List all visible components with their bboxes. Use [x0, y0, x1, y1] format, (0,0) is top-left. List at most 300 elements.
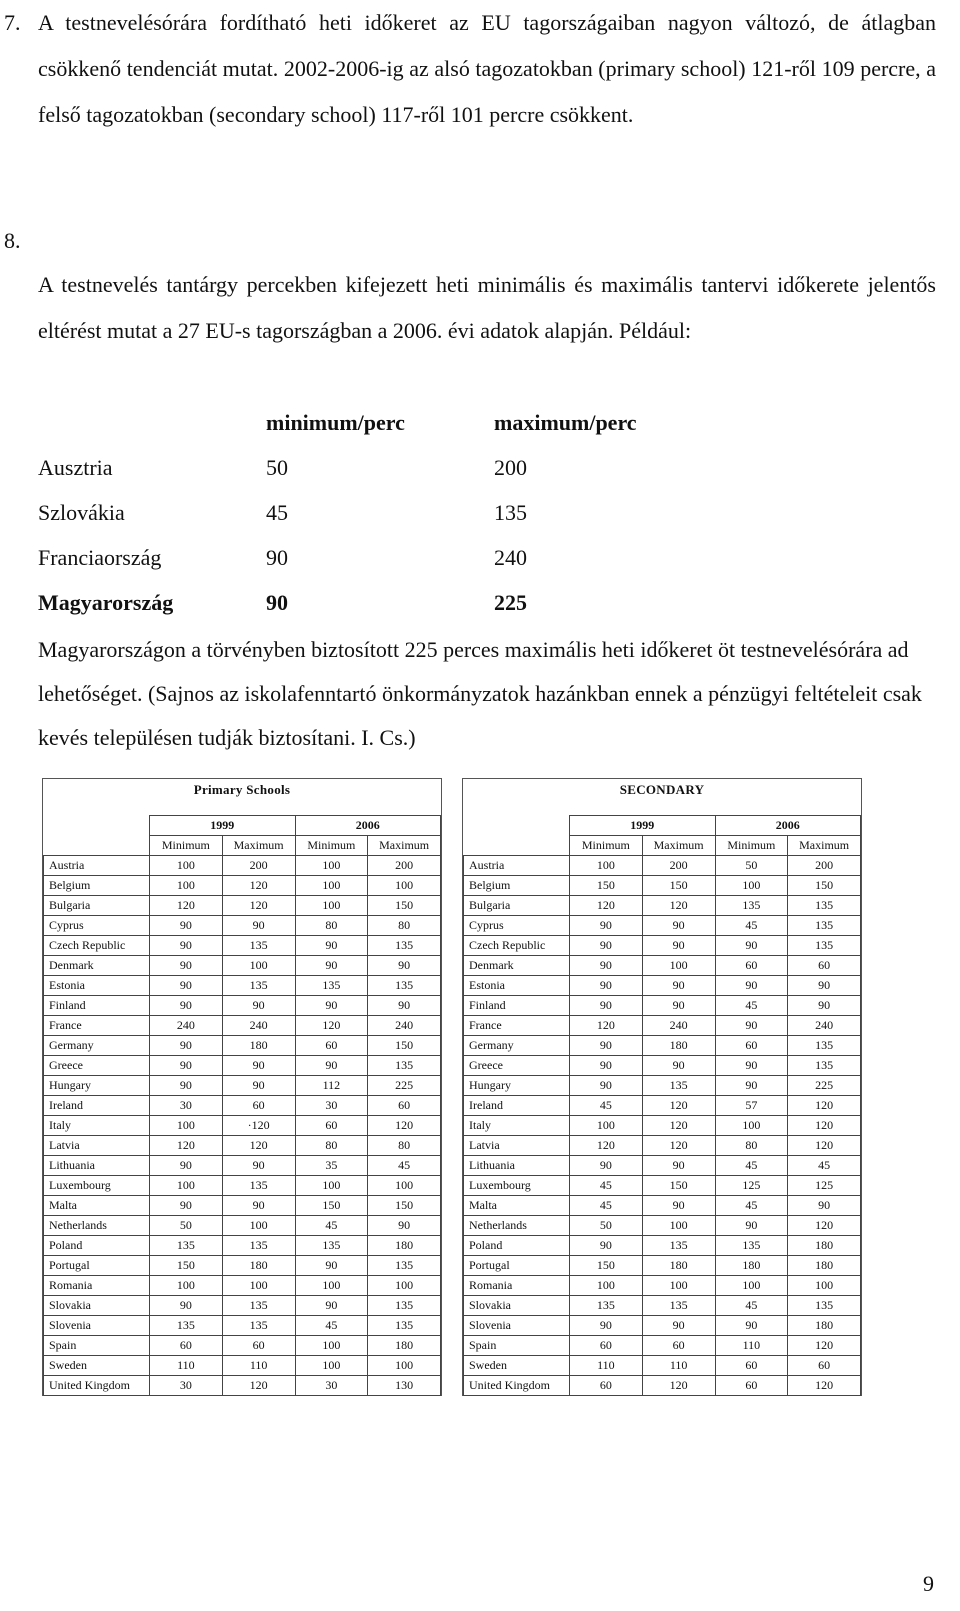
value-cell: 135: [368, 936, 441, 956]
primary-schools-table: [42, 778, 442, 1396]
value-cell: 90: [150, 976, 223, 996]
country-cell: Greece: [44, 1056, 150, 1076]
country-cell: Romania: [44, 1276, 150, 1296]
value-cell: 120: [222, 1376, 295, 1396]
value-cell: 110: [222, 1356, 295, 1376]
example-max: 225: [494, 590, 527, 615]
value-cell: 135: [788, 1056, 861, 1076]
secondary-data-table: [463, 815, 861, 1396]
table-row: [44, 936, 441, 956]
value-cell: 90: [150, 996, 223, 1016]
year-header: 2006: [715, 816, 861, 836]
year-header: 1999: [570, 816, 716, 836]
country-cell: Hungary: [44, 1076, 150, 1096]
value-cell: 90: [570, 1056, 643, 1076]
value-cell: 80: [368, 1136, 441, 1156]
value-cell: 90: [642, 1056, 715, 1076]
country-cell: Ireland: [464, 1096, 570, 1116]
country-cell: Hungary: [464, 1076, 570, 1096]
table-row: [464, 1176, 861, 1196]
table-row: [464, 1196, 861, 1216]
country-cell: Malta: [464, 1196, 570, 1216]
country-cell: Lithuania: [44, 1156, 150, 1176]
value-cell: 150: [570, 1256, 643, 1276]
example-country: Franciaország: [38, 545, 162, 570]
sub-header: Maximum: [222, 836, 295, 856]
value-cell: 45: [570, 1196, 643, 1216]
value-cell: 135: [788, 936, 861, 956]
value-cell: 90: [222, 1076, 295, 1096]
country-cell: France: [44, 1016, 150, 1036]
table-row: [44, 876, 441, 896]
value-cell: 200: [788, 856, 861, 876]
table-row: [44, 1096, 441, 1116]
table-row: [464, 916, 861, 936]
country-cell: Slovakia: [464, 1296, 570, 1316]
value-cell: 100: [788, 1276, 861, 1296]
table-row: [464, 1236, 861, 1256]
example-min: 90: [266, 545, 288, 570]
value-cell: 45: [295, 1216, 368, 1236]
value-cell: 30: [150, 1376, 223, 1396]
country-cell: Malta: [44, 1196, 150, 1216]
value-cell: 45: [295, 1316, 368, 1336]
value-cell: 180: [788, 1236, 861, 1256]
value-cell: 60: [715, 1376, 788, 1396]
example-country: Ausztria: [38, 455, 113, 480]
table-row: [44, 1076, 441, 1096]
value-cell: 50: [715, 856, 788, 876]
table-row: [44, 1036, 441, 1056]
table-row: [464, 1156, 861, 1176]
value-cell: 100: [715, 1276, 788, 1296]
example-min: 50: [266, 455, 288, 480]
country-cell: Czech Republic: [464, 936, 570, 956]
sub-header: Maximum: [368, 836, 441, 856]
value-cell: 100: [150, 1276, 223, 1296]
value-cell: 60: [295, 1116, 368, 1136]
country-cell: Romania: [464, 1276, 570, 1296]
example-min: 45: [266, 500, 288, 525]
value-cell: 135: [295, 1236, 368, 1256]
table-row: [464, 976, 861, 996]
secondary-table: [462, 778, 862, 1396]
value-cell: 100: [570, 1276, 643, 1296]
value-cell: 100: [715, 1116, 788, 1136]
country-cell: Belgium: [44, 876, 150, 896]
table-row: [44, 1296, 441, 1316]
value-cell: 120: [570, 896, 643, 916]
example-min: 90: [266, 590, 288, 615]
value-cell: 100: [368, 1276, 441, 1296]
value-cell: 60: [715, 1356, 788, 1376]
value-cell: 135: [222, 976, 295, 996]
value-cell: 225: [368, 1076, 441, 1096]
country-cell: Italy: [464, 1116, 570, 1136]
value-cell: 90: [715, 976, 788, 996]
value-cell: 90: [368, 956, 441, 976]
country-cell: Latvia: [44, 1136, 150, 1156]
value-cell: 135: [222, 1176, 295, 1196]
value-cell: 180: [368, 1336, 441, 1356]
value-cell: 100: [150, 1176, 223, 1196]
year-header: 1999: [150, 816, 296, 836]
value-cell: 100: [295, 1336, 368, 1356]
value-cell: 100: [570, 856, 643, 876]
table-row: [464, 1296, 861, 1316]
value-cell: 135: [150, 1236, 223, 1256]
value-cell: 135: [368, 1316, 441, 1336]
value-cell: 180: [788, 1316, 861, 1336]
value-cell: 90: [150, 936, 223, 956]
value-cell: 100: [715, 876, 788, 896]
value-cell: 90: [295, 936, 368, 956]
value-cell: 120: [222, 1136, 295, 1156]
country-cell: Portugal: [44, 1256, 150, 1276]
value-cell: 135: [788, 1296, 861, 1316]
value-cell: 90: [295, 1056, 368, 1076]
value-cell: 45: [570, 1176, 643, 1196]
value-cell: 120: [570, 1136, 643, 1156]
table-row: [464, 1136, 861, 1156]
example-max: 240: [494, 545, 527, 570]
year-header: 2006: [295, 816, 441, 836]
corner-cell: [464, 816, 570, 836]
country-cell: Belgium: [464, 876, 570, 896]
value-cell: 90: [295, 956, 368, 976]
value-cell: 100: [295, 856, 368, 876]
value-cell: 60: [150, 1336, 223, 1356]
table-row: [44, 896, 441, 916]
country-cell: Lithuania: [464, 1156, 570, 1176]
country-cell: Italy: [44, 1116, 150, 1136]
table-row: [464, 1316, 861, 1336]
country-cell: Spain: [44, 1336, 150, 1356]
value-cell: 90: [715, 1316, 788, 1336]
value-cell: 100: [150, 1116, 223, 1136]
value-cell: 90: [570, 1076, 643, 1096]
value-cell: 135: [222, 936, 295, 956]
country-cell: Poland: [44, 1236, 150, 1256]
table-row: [44, 976, 441, 996]
table-row: [464, 1336, 861, 1356]
value-cell: 90: [788, 1196, 861, 1216]
value-cell: 90: [150, 1056, 223, 1076]
value-cell: 90: [150, 1036, 223, 1056]
value-cell: 112: [295, 1076, 368, 1096]
value-cell: 120: [368, 1116, 441, 1136]
table-row: [464, 1076, 861, 1096]
country-cell: Denmark: [464, 956, 570, 976]
example-max: 135: [494, 500, 527, 525]
table-row: [44, 1116, 441, 1136]
value-cell: 35: [295, 1156, 368, 1176]
value-cell: 240: [642, 1016, 715, 1036]
value-cell: 90: [642, 1316, 715, 1336]
value-cell: 45: [715, 1196, 788, 1216]
value-cell: 110: [642, 1356, 715, 1376]
value-cell: 100: [295, 1176, 368, 1196]
value-cell: 90: [570, 936, 643, 956]
table-row: [464, 1276, 861, 1296]
country-cell: United Kingdom: [464, 1376, 570, 1396]
value-cell: 135: [788, 1036, 861, 1056]
item-8-number: 8.: [4, 228, 21, 253]
value-cell: 120: [642, 896, 715, 916]
value-cell: 150: [295, 1196, 368, 1216]
country-cell: Luxembourg: [44, 1176, 150, 1196]
value-cell: 30: [295, 1096, 368, 1116]
value-cell: 60: [715, 956, 788, 976]
value-cell: 90: [222, 916, 295, 936]
country-cell: Austria: [464, 856, 570, 876]
value-cell: 180: [715, 1256, 788, 1276]
value-cell: 45: [715, 1156, 788, 1176]
value-cell: 100: [570, 1116, 643, 1136]
table-row: [44, 1156, 441, 1176]
value-cell: 90: [150, 956, 223, 976]
value-cell: 120: [788, 1216, 861, 1236]
example-header-min: minimum/perc: [266, 410, 405, 435]
table-row: [464, 1096, 861, 1116]
value-cell: 90: [570, 956, 643, 976]
value-cell: 80: [295, 916, 368, 936]
value-cell: 180: [788, 1256, 861, 1276]
table-row: [44, 1136, 441, 1156]
value-cell: 60: [788, 1356, 861, 1376]
value-cell: 90: [715, 1076, 788, 1096]
table-row: [44, 856, 441, 876]
value-cell: 130: [368, 1376, 441, 1396]
value-cell: 90: [222, 996, 295, 1016]
item-7-number: 7.: [4, 10, 21, 35]
value-cell: 180: [642, 1036, 715, 1056]
value-cell: 100: [295, 876, 368, 896]
table-row: [44, 1256, 441, 1276]
table-row: [464, 1356, 861, 1376]
value-cell: 90: [295, 1256, 368, 1276]
value-cell: 120: [150, 1136, 223, 1156]
value-cell: 90: [570, 976, 643, 996]
primary-table-body: [44, 856, 441, 1396]
corner-cell: [44, 816, 150, 836]
value-cell: 135: [222, 1236, 295, 1256]
value-cell: 90: [788, 976, 861, 996]
country-cell: Finland: [44, 996, 150, 1016]
value-cell: 120: [642, 1376, 715, 1396]
value-cell: 150: [570, 876, 643, 896]
country-cell: United Kingdom: [44, 1376, 150, 1396]
value-cell: 100: [368, 876, 441, 896]
value-cell: 150: [788, 876, 861, 896]
value-cell: 90: [570, 1156, 643, 1176]
value-cell: 100: [222, 956, 295, 976]
value-cell: 240: [150, 1016, 223, 1036]
value-cell: 100: [642, 1216, 715, 1236]
table-row: [464, 1016, 861, 1036]
table-row: [44, 1376, 441, 1396]
country-cell: Sweden: [44, 1356, 150, 1376]
value-cell: 57: [715, 1096, 788, 1116]
value-cell: 135: [368, 1296, 441, 1316]
value-cell: 180: [642, 1256, 715, 1276]
table-row: [44, 1016, 441, 1036]
secondary-table-body: [464, 856, 861, 1396]
value-cell: 45: [715, 916, 788, 936]
table-row: [44, 956, 441, 976]
country-cell: Austria: [44, 856, 150, 876]
example-header-max: maximum/perc: [494, 410, 637, 435]
table-row: [464, 856, 861, 876]
country-cell: Cyprus: [44, 916, 150, 936]
value-cell: 90: [715, 1056, 788, 1076]
value-cell: 120: [642, 1136, 715, 1156]
value-cell: 135: [642, 1076, 715, 1096]
value-cell: 90: [150, 1196, 223, 1216]
table-row: [464, 936, 861, 956]
table-row: [44, 1316, 441, 1336]
value-cell: 135: [788, 896, 861, 916]
value-cell: 60: [715, 1036, 788, 1056]
country-cell: Netherlands: [464, 1216, 570, 1236]
value-cell: 100: [222, 1216, 295, 1236]
country-cell: France: [464, 1016, 570, 1036]
value-cell: 80: [715, 1136, 788, 1156]
value-cell: 125: [788, 1176, 861, 1196]
country-cell: Portugal: [464, 1256, 570, 1276]
value-cell: ·120: [222, 1116, 295, 1136]
table-row: [464, 1256, 861, 1276]
country-cell: Finland: [464, 996, 570, 1016]
primary-data-table: [43, 815, 441, 1396]
value-cell: 90: [642, 976, 715, 996]
value-cell: 90: [570, 1316, 643, 1336]
country-cell: Slovenia: [44, 1316, 150, 1336]
country-cell: Sweden: [464, 1356, 570, 1376]
value-cell: 90: [295, 1296, 368, 1316]
value-cell: 135: [642, 1236, 715, 1256]
country-cell: Bulgaria: [464, 896, 570, 916]
value-cell: 100: [642, 1276, 715, 1296]
country-cell: Estonia: [464, 976, 570, 996]
value-cell: 90: [222, 1156, 295, 1176]
value-cell: 50: [570, 1216, 643, 1236]
country-cell: Estonia: [44, 976, 150, 996]
value-cell: 90: [570, 996, 643, 1016]
value-cell: 240: [788, 1016, 861, 1036]
value-cell: 120: [150, 896, 223, 916]
value-cell: 45: [570, 1096, 643, 1116]
sub-header: Minimum: [715, 836, 788, 856]
value-cell: 225: [788, 1076, 861, 1096]
value-cell: 90: [715, 1216, 788, 1236]
value-cell: 100: [222, 1276, 295, 1296]
primary-table-title: Primary Schools: [193, 782, 291, 797]
value-cell: 135: [570, 1296, 643, 1316]
table-row: [464, 1216, 861, 1236]
item-7-paragraph: A testnevelésórára fordítható heti időkeret az EU tagországaiban nagyon változó, de átlagban csökkenő tendenciát mutat. 2002-2006-ig az alsó tagozatokban (primary school) 121-ről 109 percre, a felső tagozatokban (secondary school) 117-ről 101 percre csökkent.: [38, 10, 936, 127]
value-cell: 125: [715, 1176, 788, 1196]
value-cell: 60: [642, 1336, 715, 1356]
value-cell: 150: [368, 1036, 441, 1056]
page-number: 9: [923, 1571, 934, 1596]
value-cell: 90: [788, 996, 861, 1016]
value-cell: 120: [788, 1336, 861, 1356]
value-cell: 100: [295, 1356, 368, 1376]
table-row: [464, 896, 861, 916]
sub-header: Maximum: [642, 836, 715, 856]
corner-cell: [44, 836, 150, 856]
value-cell: 90: [715, 1016, 788, 1036]
table-row: [44, 1176, 441, 1196]
table-row: [464, 876, 861, 896]
value-cell: 90: [222, 1056, 295, 1076]
value-cell: 135: [788, 916, 861, 936]
value-cell: 200: [368, 856, 441, 876]
country-cell: Slovakia: [44, 1296, 150, 1316]
value-cell: 150: [368, 896, 441, 916]
table-row: [464, 1036, 861, 1056]
value-cell: 100: [150, 876, 223, 896]
country-cell: Spain: [464, 1336, 570, 1356]
value-cell: 60: [222, 1096, 295, 1116]
value-cell: 180: [222, 1256, 295, 1276]
value-cell: 60: [788, 956, 861, 976]
value-cell: 100: [642, 956, 715, 976]
value-cell: 110: [715, 1336, 788, 1356]
value-cell: 100: [295, 1276, 368, 1296]
value-cell: 100: [295, 896, 368, 916]
country-cell: Latvia: [464, 1136, 570, 1156]
value-cell: 90: [150, 916, 223, 936]
value-cell: 60: [368, 1096, 441, 1116]
value-cell: 135: [715, 896, 788, 916]
value-cell: 120: [788, 1116, 861, 1136]
value-cell: 60: [570, 1336, 643, 1356]
table-row: [464, 1376, 861, 1396]
value-cell: 135: [222, 1316, 295, 1336]
table-row: [464, 1116, 861, 1136]
sub-header: Minimum: [150, 836, 223, 856]
table-row: [44, 1276, 441, 1296]
sub-header: Minimum: [295, 836, 368, 856]
value-cell: 120: [788, 1096, 861, 1116]
value-cell: 80: [295, 1136, 368, 1156]
table-row: [44, 1236, 441, 1256]
value-cell: 120: [295, 1016, 368, 1036]
table-row: [44, 916, 441, 936]
value-cell: 180: [222, 1036, 295, 1056]
value-cell: 135: [295, 976, 368, 996]
value-cell: 90: [368, 1216, 441, 1236]
value-cell: 45: [368, 1156, 441, 1176]
value-cell: 90: [642, 996, 715, 1016]
value-cell: 200: [222, 856, 295, 876]
example-country: Szlovákia: [38, 500, 125, 525]
value-cell: 135: [368, 1256, 441, 1276]
value-cell: 90: [642, 916, 715, 936]
country-cell: Cyprus: [464, 916, 570, 936]
corner-cell: [464, 836, 570, 856]
value-cell: 135: [715, 1236, 788, 1256]
value-cell: 150: [642, 1176, 715, 1196]
sub-header: Maximum: [788, 836, 861, 856]
value-cell: 150: [642, 876, 715, 896]
value-cell: 100: [368, 1176, 441, 1196]
value-cell: 150: [150, 1256, 223, 1276]
value-cell: 45: [715, 996, 788, 1016]
country-cell: Ireland: [44, 1096, 150, 1116]
